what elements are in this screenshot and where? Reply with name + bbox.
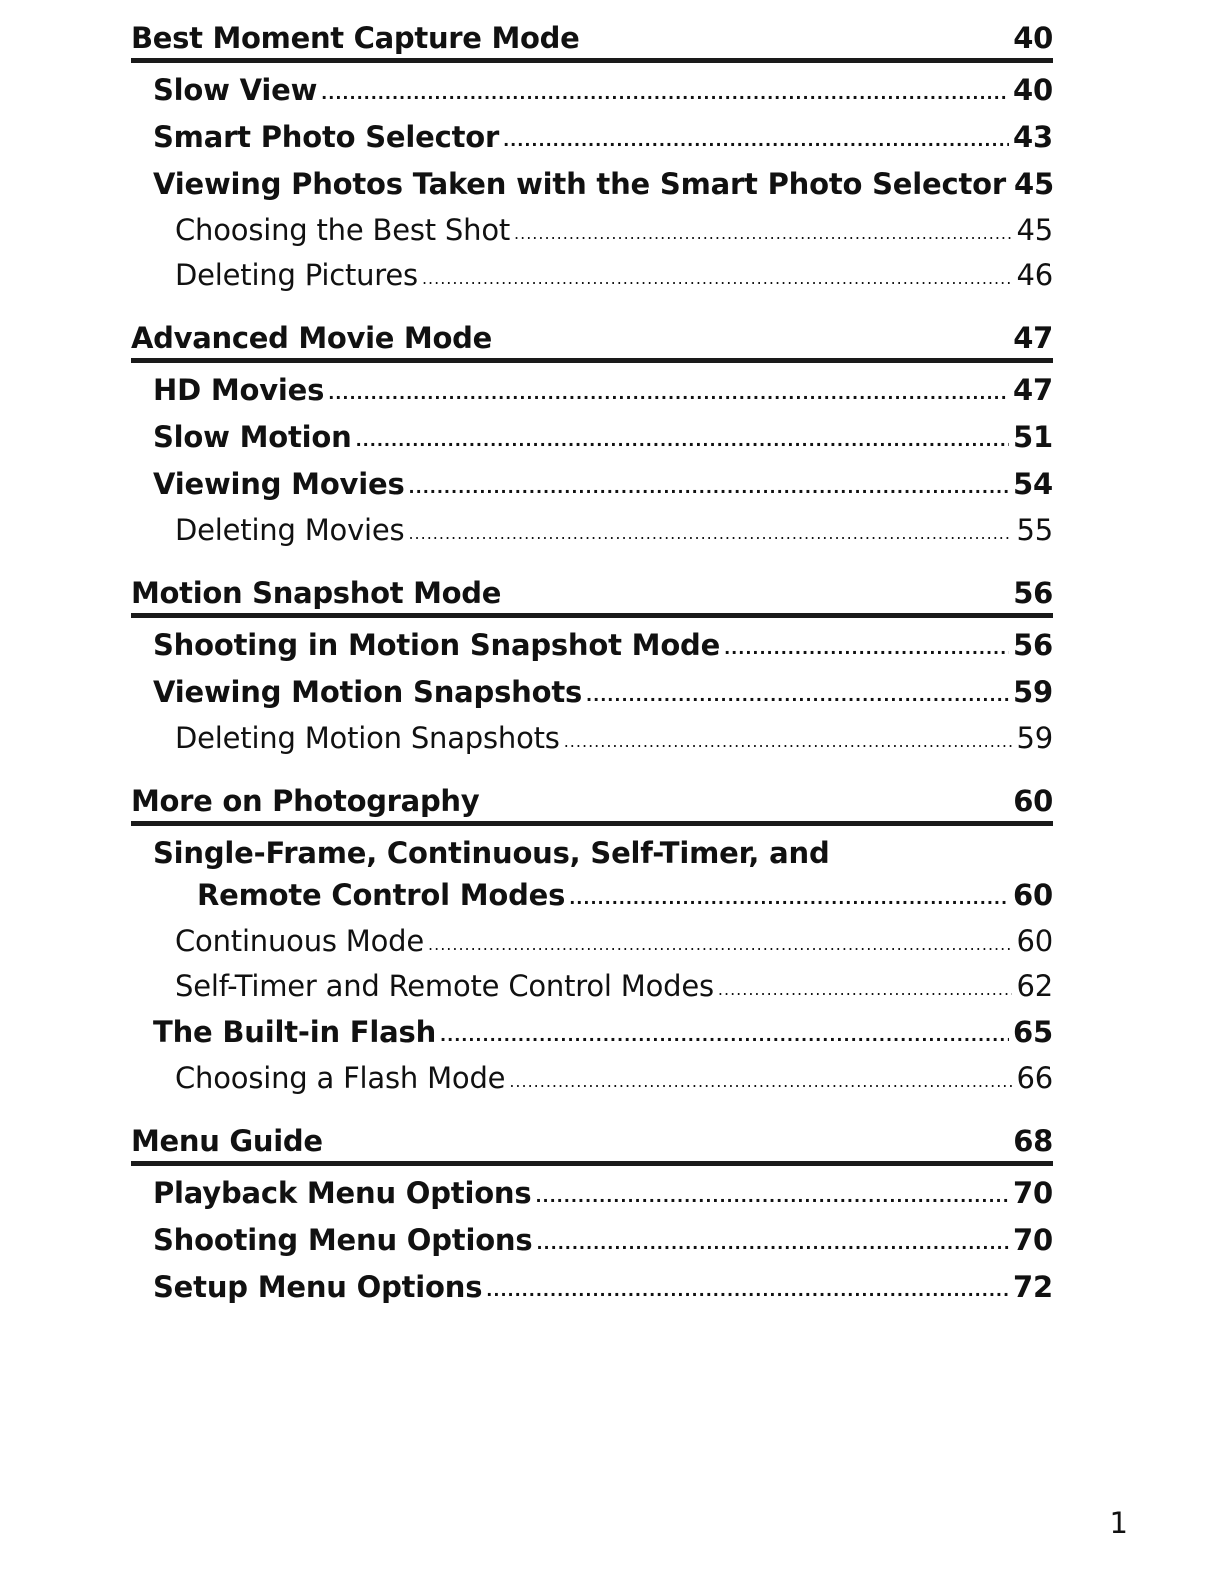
dot-leader xyxy=(486,1270,1009,1312)
entry-title: Choosing a Flash Mode xyxy=(175,1061,506,1095)
section-heading[interactable] xyxy=(131,1117,1053,1166)
entry-title: Self-Timer and Remote Control Modes xyxy=(175,969,714,1003)
entry-page: 55 xyxy=(1016,513,1053,547)
toc-entry[interactable] xyxy=(131,116,1053,163)
entry-title: Slow View xyxy=(153,73,318,107)
entry-page: 70 xyxy=(1013,1223,1053,1257)
entry-title-continuation-row xyxy=(153,874,1053,921)
entry-title-continuation: Remote Control Modes xyxy=(197,878,566,912)
entry-title: Viewing Photos Taken with the Smart Photo Selector xyxy=(153,167,1006,201)
dot-leader xyxy=(569,878,1009,920)
dot-leader xyxy=(422,258,1013,299)
dot-leader xyxy=(586,675,1009,717)
entry-page: 47 xyxy=(1013,373,1053,407)
toc-entry[interactable] xyxy=(131,1011,1053,1058)
toc-entry[interactable] xyxy=(131,1058,1053,1103)
entry-title: The Built-in Flash xyxy=(153,1015,437,1049)
dot-leader xyxy=(535,1176,1009,1218)
entry-page: 60 xyxy=(1016,924,1053,958)
dot-leader xyxy=(536,1223,1009,1265)
toc-entry[interactable] xyxy=(131,416,1053,463)
entry-page: 45 xyxy=(1013,167,1054,201)
toc-entry[interactable] xyxy=(131,718,1053,763)
dot-leader xyxy=(564,721,1013,762)
entry-title: Smart Photo Selector xyxy=(153,120,500,154)
entry-page: 43 xyxy=(1013,120,1053,154)
entry-title: Single-Frame, Continuous, Self-Timer, and xyxy=(153,836,830,870)
toc-entry[interactable] xyxy=(131,1172,1053,1219)
toc-section xyxy=(131,14,1053,300)
toc-entry[interactable] xyxy=(131,69,1053,116)
toc-entry[interactable] xyxy=(131,510,1053,555)
section-heading[interactable] xyxy=(131,314,1053,363)
toc-entry[interactable] xyxy=(131,921,1053,966)
entry-page: 40 xyxy=(1013,73,1053,107)
dot-leader xyxy=(440,1015,1009,1057)
dot-leader xyxy=(514,213,1012,254)
entry-title: Deleting Motion Snapshots xyxy=(175,721,560,755)
entry-list xyxy=(131,63,1053,300)
entry-title: Choosing the Best Shot xyxy=(175,213,511,247)
section-title: Motion Snapshot Mode xyxy=(131,576,502,610)
dot-leader xyxy=(408,513,1012,554)
toc-entry[interactable] xyxy=(131,1266,1053,1313)
entry-page: 72 xyxy=(1013,1270,1053,1304)
section-page: 68 xyxy=(1013,1124,1053,1158)
toc-entry[interactable] xyxy=(131,1219,1053,1266)
section-page: 47 xyxy=(1013,321,1053,355)
toc-entry[interactable] xyxy=(131,624,1053,671)
dot-leader xyxy=(718,969,1013,1010)
entry-title: Shooting Menu Options xyxy=(153,1223,533,1257)
entry-title: Continuous Mode xyxy=(175,924,425,958)
entry-page: 66 xyxy=(1016,1061,1053,1095)
section-page: 60 xyxy=(1013,784,1053,818)
entry-title: Playback Menu Options xyxy=(153,1176,532,1210)
entry-page: 62 xyxy=(1016,969,1053,1003)
entry-title: Viewing Motion Snapshots xyxy=(153,675,583,709)
toc-entry[interactable] xyxy=(131,210,1053,255)
section-title: Menu Guide xyxy=(131,1124,323,1158)
entry-page: 59 xyxy=(1013,675,1053,709)
dot-leader xyxy=(328,373,1009,415)
section-heading[interactable] xyxy=(131,569,1053,618)
toc-entry[interactable] xyxy=(131,255,1053,300)
entry-list xyxy=(131,1166,1053,1313)
entry-page: 46 xyxy=(1016,258,1053,292)
page-number: 1 xyxy=(1109,1506,1128,1540)
section-page: 56 xyxy=(1013,576,1053,610)
dot-leader xyxy=(409,467,1010,509)
table-of-contents xyxy=(131,14,1053,1327)
dot-leader xyxy=(356,420,1009,462)
entry-page: 54 xyxy=(1013,467,1053,501)
section-heading[interactable] xyxy=(131,14,1053,63)
entry-page: 59 xyxy=(1016,721,1053,755)
section-title: Best Moment Capture Mode xyxy=(131,21,580,55)
toc-section xyxy=(131,777,1053,1103)
entry-list xyxy=(131,363,1053,555)
entry-page: 45 xyxy=(1016,213,1053,247)
toc-section xyxy=(131,314,1053,555)
section-title: More on Photography xyxy=(131,784,480,818)
section-title: Advanced Movie Mode xyxy=(131,321,492,355)
toc-entry[interactable] xyxy=(131,163,1053,210)
entry-page: 70 xyxy=(1013,1176,1053,1210)
dot-leader xyxy=(509,1061,1012,1102)
toc-entry[interactable] xyxy=(131,369,1053,416)
toc-entry[interactable] xyxy=(131,832,1053,921)
toc-entry[interactable] xyxy=(131,463,1053,510)
section-page: 40 xyxy=(1013,21,1053,55)
toc-entry[interactable] xyxy=(131,966,1053,1011)
entry-title: HD Movies xyxy=(153,373,325,407)
entry-list xyxy=(131,618,1053,763)
section-heading[interactable] xyxy=(131,777,1053,826)
dot-leader xyxy=(724,628,1009,670)
entry-page: 56 xyxy=(1013,628,1053,662)
entry-title: Setup Menu Options xyxy=(153,1270,483,1304)
entry-title: Deleting Movies xyxy=(175,513,405,547)
entry-title: Shooting in Motion Snapshot Mode xyxy=(153,628,721,662)
dot-leader xyxy=(428,924,1012,965)
entry-page: 65 xyxy=(1013,1015,1053,1049)
toc-entry[interactable] xyxy=(131,671,1053,718)
entry-title: Slow Motion xyxy=(153,420,352,454)
entry-list xyxy=(131,826,1053,1103)
entry-page: 60 xyxy=(1013,878,1053,912)
entry-title: Viewing Movies xyxy=(153,467,405,501)
entry-page: 51 xyxy=(1013,420,1053,454)
dot-leader xyxy=(321,73,1009,115)
entry-title: Deleting Pictures xyxy=(175,258,418,292)
dot-leader xyxy=(503,120,1009,162)
toc-section xyxy=(131,569,1053,763)
toc-section xyxy=(131,1117,1053,1313)
